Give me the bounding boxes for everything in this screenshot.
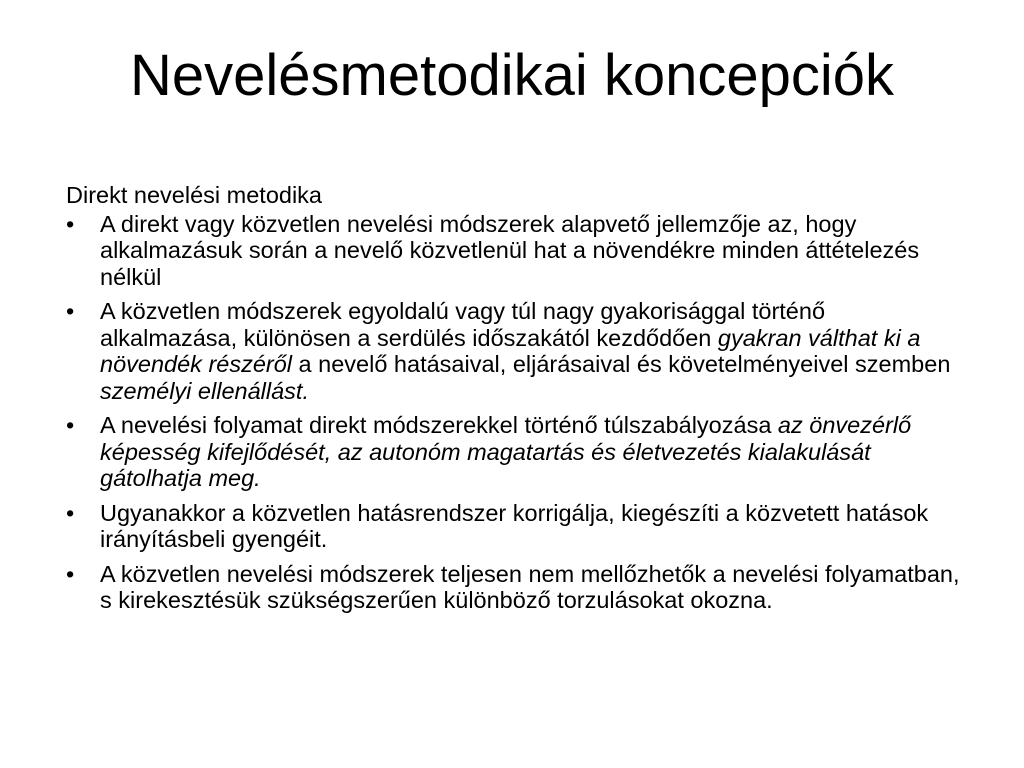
bullet-text: Ugyanakkor a közvetlen hatásrendszer korrigálja, kiegészíti a közvetett hatások irányításbeli gyengéit. — [100, 499, 929, 552]
bullet-item — [66, 298, 966, 404]
slide-content — [66, 182, 966, 622]
slide-title: Nevelésmetodikai koncepciók — [129, 43, 895, 108]
bullet-item — [66, 500, 966, 553]
bullet-text: a nevelő hatásaival, eljárásaival és követelményeivel szemben — [292, 351, 951, 377]
section-subtitle: Direkt nevelési metodika — [66, 182, 322, 208]
bullet-item — [66, 561, 966, 614]
bullet-text: A nevelési folyamat direkt módszerekkel történő túlszabályozása — [100, 412, 778, 438]
bullet-text-italic: gyakran válthat ki a növendék részéről — [100, 324, 921, 377]
bullet-list — [66, 211, 966, 614]
bullet-text: A direkt vagy közvetlen nevelési módszerek alapvető jellemzője az, hogy alkalmazásuk során a nevelő közvetlenül hat a növendékre minden áttételezés nélkül — [100, 210, 920, 290]
bullet-text-italic: az önvezérlő képesség kifejlődését, az autonóm magatartás és életvezetés kialakulását gátolhatja meg. — [100, 412, 912, 491]
bullet-item — [66, 412, 966, 492]
bullet-text-italic: személyi ellenállást. — [100, 377, 309, 404]
bullet-text: A közvetlen módszerek egyoldalú vagy túl nagy gyakorisággal történő alkalmazása, különösen a serdülés időszakától kezdődően — [100, 298, 826, 351]
bullet-text: A közvetlen nevelési módszerek teljesen nem mellőzhetők a nevelési folyamatban, s kirekesztésük szükségszerűen különböző torzulásokat okozna. — [100, 560, 960, 613]
bullet-item — [66, 211, 966, 291]
